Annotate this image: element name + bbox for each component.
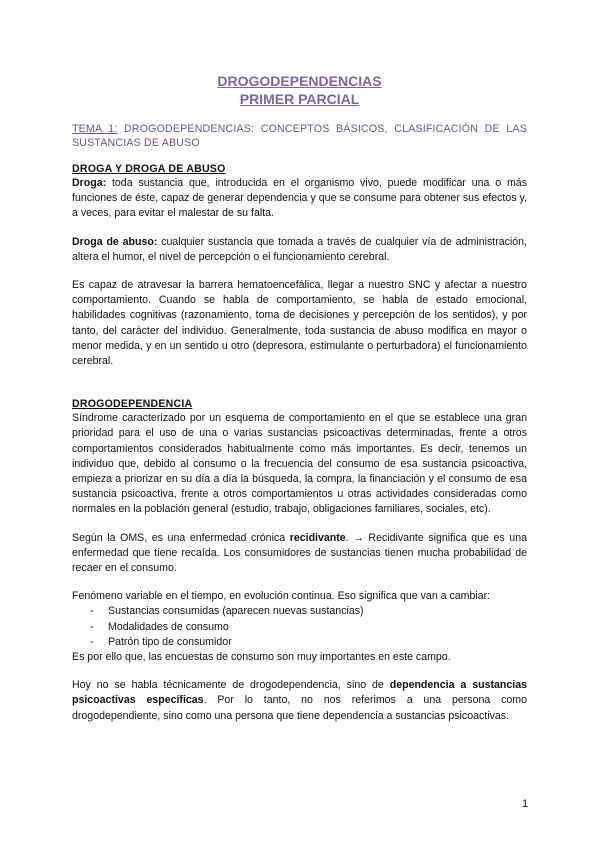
hoy-text-a: Hoy no se habla técnicamente de drogodependencia, sino de: [72, 679, 390, 692]
paragraph-hoy: [72, 678, 527, 724]
hoy-text-b: . Por lo tanto, no nos referimos a una persona como drogodependiente, sino como una persona que tiene dependencia a sustancias psicoactivas.: [72, 694, 527, 722]
droga-def-text: toda sustancia que, introducida en el organismo vivo, puede modificar una o más funciones de éste, capaz de generar dependencia y que se consume para obtener sus efectos y, a veces, para evitar el malestar de su falta.: [72, 177, 527, 220]
list-item: - Patrón tipo de consumidor: [90, 635, 527, 650]
list-item: - Modalidades de consumo: [90, 620, 527, 635]
section-heading-droga: DROGA Y DROGA DE ABUSO: [72, 163, 226, 175]
section-heading-drogodependencia: DROGODEPENDENCIA: [72, 398, 193, 411]
changes-list: [72, 604, 527, 650]
paragraph-barrera: Es capaz de atravesar la barrera hematoencefálica, llegar a nuestro SNC y afectar a nuestro comportamiento. Cuando se habla de comportamiento, se habla de estado emocional, habilidades cognitivas (razonamiento, toma de decisiones y percepción de los sentidos), y por tanto, del carácter del individuo. Generalmente, toda sustancia de abuso modifica en mayor o menor medida, y en un sentido u otro (depresora, estimulante o perturbadora) el funcionamiento cerebral.: [72, 279, 527, 368]
hoy-bold: dependencia a sustancias psicoactivas específicas: [72, 679, 527, 707]
oms-bold: recidivante: [289, 531, 346, 544]
droga-abuso-term: Droga de abuso:: [72, 235, 158, 248]
tema-heading: [72, 122, 527, 150]
droga-abuso-def-text: cualquier sustancia que tomada a través de cualquier vía de administración, altera el humor, el nivel de percepción o el funcionamiento cerebral.: [72, 235, 527, 263]
droga-term: Droga:: [72, 177, 107, 189]
tema-label: TEMA 1:: [72, 123, 118, 135]
page-number: 1: [522, 798, 528, 810]
oms-text-b: . → Recidivante significa que es una enfermedad que tiene recaída. Los consumidores de sustancias tienen mucha probabilidad de recaer en el consumo.: [72, 531, 527, 575]
oms-text-a: Según la OMS, es una enfermedad crónica: [72, 531, 290, 544]
paragraph-fenomeno: Fenómeno variable en el tiempo, en evolución continua. Eso significa que van a cambiar:: [72, 590, 491, 603]
doc-title-line2: PRIMER PARCIAL: [239, 91, 360, 107]
list-item: - Sustancias consumidas (aparecen nuevas sustancias): [90, 604, 527, 619]
paragraph-oms: [72, 531, 527, 577]
paragraph-encuestas: Es por ello que, las encuestas de consumo son muy importantes en este campo.: [72, 651, 451, 664]
droga-abuso-definition: [72, 235, 527, 265]
paragraph-sindrome: Síndrome caracterizado por un esquema de comportamiento en el que se establece una gran prioridad para el uso de una o varias sustancias psicoactivas determinadas, frente a otros comportamientos considerados habitualmente como más importantes. Es decir, tenemos un individuo que, debido al consumo o la frecuencia del consumo de esa sustancia psicoactiva, empieza a priorizar en su día a día la búsqueda, la compra, la financiación y el consumo de esa sustancia psicoactiva, frente a otros comportamientos u otras actividades consideradas como normales en la población general (estudio, trabajo, obligaciones familiares, sociales, etc).: [72, 412, 527, 516]
document-page: [72, 72, 527, 724]
tema-text: DROGODEPENDENCIAS: CONCEPTOS BÁSICOS, CLASIFICACIÓN DE LAS SUSTANCIAS DE ABUSO: [72, 123, 527, 149]
droga-definition: [72, 176, 527, 222]
doc-title-line1: DROGODEPENDENCIAS: [217, 73, 382, 89]
